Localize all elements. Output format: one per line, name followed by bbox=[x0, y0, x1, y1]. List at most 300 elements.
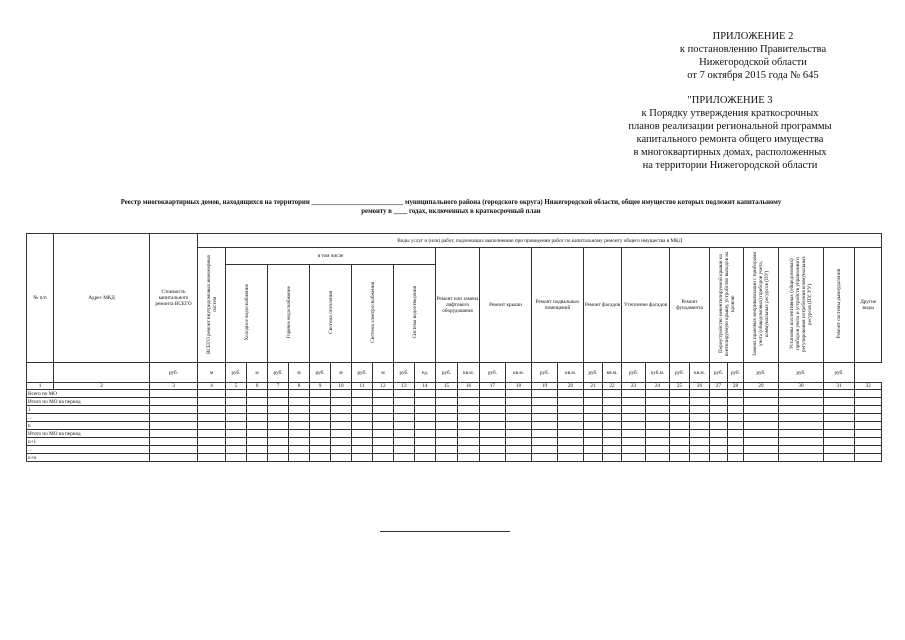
empty-cell bbox=[779, 454, 824, 462]
empty-cell bbox=[744, 406, 779, 414]
empty-cell bbox=[670, 446, 690, 454]
empty-cell bbox=[226, 438, 247, 446]
empty-cell bbox=[198, 398, 226, 406]
empty-cell bbox=[352, 446, 373, 454]
empty-cell bbox=[824, 430, 855, 438]
col-meters-header: Замена правовых неприватизации с приборами учета (общедомовых) приборов учета, коммунальных ресурсов (ПУ) bbox=[744, 248, 779, 363]
column-number-cell: 15 bbox=[436, 383, 458, 390]
empty-cell bbox=[646, 422, 670, 430]
empty-cell bbox=[150, 406, 198, 414]
empty-cell bbox=[394, 430, 415, 438]
empty-cell bbox=[268, 390, 289, 398]
empty-cell bbox=[394, 422, 415, 430]
empty-cell bbox=[824, 446, 855, 454]
empty-cell bbox=[373, 454, 394, 462]
empty-cell bbox=[532, 398, 558, 406]
empty-cell bbox=[779, 414, 824, 422]
col-other-header: Другие виды bbox=[855, 248, 882, 363]
col-hot-water-header: Горячее водоснабжение bbox=[268, 264, 310, 362]
empty-cell bbox=[436, 430, 458, 438]
empty-cell bbox=[268, 398, 289, 406]
empty-cell bbox=[532, 406, 558, 414]
empty-cell bbox=[373, 430, 394, 438]
empty-cell bbox=[744, 438, 779, 446]
row-label: ... bbox=[27, 414, 150, 422]
column-number-cell: 5 bbox=[226, 383, 247, 390]
signature-line bbox=[380, 531, 510, 532]
empty-cell bbox=[289, 438, 310, 446]
empty-cell bbox=[558, 422, 584, 430]
col-cold-water-header: Холодное водоснабжение bbox=[226, 264, 268, 362]
empty-cell bbox=[394, 390, 415, 398]
empty-cell bbox=[744, 414, 779, 422]
empty-cell bbox=[373, 446, 394, 454]
col-facade-header: Ремонт фасадов bbox=[584, 248, 622, 363]
appendix-2-line4: от 7 октября 2015 года № 645 bbox=[687, 70, 819, 81]
empty-cell bbox=[584, 398, 603, 406]
empty-cell bbox=[690, 446, 710, 454]
empty-cell bbox=[855, 430, 882, 438]
empty-cell bbox=[532, 430, 558, 438]
empty-cell bbox=[855, 446, 882, 454]
empty-cell bbox=[622, 398, 646, 406]
empty-cell bbox=[436, 414, 458, 422]
empty-cell bbox=[584, 422, 603, 430]
empty-cell bbox=[622, 414, 646, 422]
empty-cell bbox=[824, 454, 855, 462]
empty-cell bbox=[226, 430, 247, 438]
empty-cell bbox=[584, 430, 603, 438]
table-row bbox=[27, 422, 882, 430]
empty-cell bbox=[150, 454, 198, 462]
empty-cell bbox=[480, 398, 506, 406]
empty-cell bbox=[622, 430, 646, 438]
column-number-cell: 18 bbox=[506, 383, 532, 390]
unit-cell: кв.м. bbox=[506, 363, 532, 383]
empty-cell bbox=[373, 414, 394, 422]
column-number-cell: 29 bbox=[744, 383, 779, 390]
empty-cell bbox=[646, 438, 670, 446]
empty-cell bbox=[855, 398, 882, 406]
empty-cell bbox=[150, 446, 198, 454]
appendix-2-line2: к постановлению Правительства bbox=[679, 44, 827, 55]
empty-cell bbox=[394, 438, 415, 446]
column-number-cell: 10 bbox=[331, 383, 352, 390]
unit-cell: руб. bbox=[779, 363, 824, 383]
empty-cell bbox=[690, 398, 710, 406]
empty-cell bbox=[458, 430, 480, 438]
unit-cell: руб. bbox=[824, 363, 855, 383]
empty-cell bbox=[779, 398, 824, 406]
column-number-cell: 20 bbox=[558, 383, 584, 390]
empty-cell bbox=[603, 430, 622, 438]
empty-cell bbox=[373, 422, 394, 430]
empty-cell bbox=[289, 414, 310, 422]
empty-cell bbox=[268, 414, 289, 422]
empty-cell bbox=[352, 414, 373, 422]
empty-cell bbox=[268, 406, 289, 414]
column-number-cell: 19 bbox=[532, 383, 558, 390]
empty-cell bbox=[352, 430, 373, 438]
col-roof-redevelopment-header: Переустройство невентилируемой крыши на вентилируемую крышу, устройство выходов на кровлю bbox=[710, 248, 744, 363]
appendix-3-header bbox=[595, 94, 865, 172]
unit-cell: кв.м. bbox=[458, 363, 480, 383]
column-number-cell: 32 bbox=[855, 383, 882, 390]
appendix-3-line3: планов реализации региональной программы bbox=[628, 121, 832, 132]
empty-cell bbox=[247, 438, 268, 446]
empty-cell bbox=[603, 398, 622, 406]
empty-cell bbox=[506, 414, 532, 422]
col-heating-header: Система отопления bbox=[310, 264, 352, 362]
empty-cell bbox=[532, 454, 558, 462]
empty-cell bbox=[198, 422, 226, 430]
column-number-cell: 2 bbox=[54, 383, 150, 390]
empty-cell bbox=[198, 414, 226, 422]
empty-cell bbox=[289, 398, 310, 406]
unit-cell: руб. bbox=[584, 363, 603, 383]
row-label: n+n bbox=[27, 454, 150, 462]
empty-cell bbox=[289, 454, 310, 462]
empty-cell bbox=[373, 390, 394, 398]
empty-cell bbox=[331, 398, 352, 406]
empty-cell bbox=[436, 422, 458, 430]
unit-cell: м bbox=[198, 363, 226, 383]
empty-cell bbox=[670, 406, 690, 414]
empty-cell bbox=[310, 446, 331, 454]
empty-cell bbox=[532, 422, 558, 430]
empty-cell bbox=[289, 446, 310, 454]
row-label: Всего по МО bbox=[27, 390, 150, 398]
col-basement-header: Ремонт подвальных помещений bbox=[532, 248, 584, 363]
empty-cell bbox=[710, 406, 728, 414]
empty-cell bbox=[458, 438, 480, 446]
col-internal-total-header: ВСЕГО ремонт внутридомовых инженерных систем bbox=[198, 248, 226, 363]
empty-cell bbox=[480, 406, 506, 414]
register-title bbox=[26, 198, 876, 216]
empty-cell bbox=[415, 414, 436, 422]
empty-cell bbox=[506, 430, 532, 438]
empty-cell bbox=[584, 414, 603, 422]
empty-cell bbox=[415, 398, 436, 406]
empty-cell bbox=[744, 454, 779, 462]
empty-cell bbox=[744, 422, 779, 430]
empty-cell bbox=[352, 406, 373, 414]
empty-cell bbox=[226, 454, 247, 462]
empty-cell bbox=[331, 454, 352, 462]
empty-cell bbox=[150, 422, 198, 430]
column-number-cell: 26 bbox=[690, 383, 710, 390]
empty-cell bbox=[480, 454, 506, 462]
register-line2: ремонту в ____ годах, включенных в краткосрочный план bbox=[361, 208, 541, 215]
column-number-cell: 12 bbox=[373, 383, 394, 390]
empty-cell bbox=[150, 430, 198, 438]
empty-cell bbox=[779, 390, 824, 398]
empty-cell bbox=[646, 398, 670, 406]
empty-cell bbox=[744, 390, 779, 398]
empty-cell bbox=[415, 430, 436, 438]
column-number-cell: 24 bbox=[646, 383, 670, 390]
empty-cell bbox=[690, 406, 710, 414]
empty-cell bbox=[226, 414, 247, 422]
column-number-row bbox=[27, 383, 882, 390]
empty-cell bbox=[289, 422, 310, 430]
empty-cell bbox=[670, 390, 690, 398]
empty-cell bbox=[458, 414, 480, 422]
empty-cell bbox=[603, 390, 622, 398]
empty-cell bbox=[558, 390, 584, 398]
empty-cell bbox=[622, 446, 646, 454]
empty-cell bbox=[558, 438, 584, 446]
empty-cell bbox=[710, 446, 728, 454]
empty-cell bbox=[331, 422, 352, 430]
unit-cell: руб. bbox=[532, 363, 558, 383]
empty-cell bbox=[373, 406, 394, 414]
col-smoke-system-header: Ремонт системы дымоудаления bbox=[824, 248, 855, 363]
empty-cell bbox=[646, 414, 670, 422]
empty-cell bbox=[670, 454, 690, 462]
unit-cell: руб. bbox=[268, 363, 289, 383]
empty-cell bbox=[506, 422, 532, 430]
col-roof-header: Ремонт крыши bbox=[480, 248, 532, 363]
empty-cell bbox=[310, 390, 331, 398]
empty-cell bbox=[670, 438, 690, 446]
column-number-cell: 31 bbox=[824, 383, 855, 390]
empty-cell bbox=[744, 430, 779, 438]
appendix-2-header bbox=[653, 30, 853, 82]
empty-cell bbox=[310, 422, 331, 430]
unit-cell: руб. bbox=[622, 363, 646, 383]
empty-cell bbox=[352, 422, 373, 430]
empty-cell bbox=[710, 414, 728, 422]
col-including-header: в том числе bbox=[226, 248, 436, 265]
empty-cell bbox=[824, 390, 855, 398]
unit-cell: руб. bbox=[310, 363, 331, 383]
empty-cell bbox=[670, 414, 690, 422]
empty-cell bbox=[728, 398, 744, 406]
unit-cell: руб. bbox=[728, 363, 744, 383]
empty-cell bbox=[584, 446, 603, 454]
register-line1: Реестр многоквартирных домов, находящихся на территории ___________________________ муниципального района (городского округа) Нижегородской области, общее имущество которых подлежит капитальному bbox=[120, 199, 782, 206]
empty-cell bbox=[415, 406, 436, 414]
empty-cell bbox=[728, 446, 744, 454]
table-row bbox=[27, 414, 882, 422]
empty-cell bbox=[373, 398, 394, 406]
empty-cell bbox=[436, 390, 458, 398]
column-number-cell: 9 bbox=[310, 383, 331, 390]
empty-cell bbox=[226, 390, 247, 398]
empty-cell bbox=[436, 406, 458, 414]
empty-cell bbox=[331, 430, 352, 438]
empty-cell bbox=[480, 390, 506, 398]
empty-cell bbox=[744, 398, 779, 406]
empty-cell bbox=[532, 446, 558, 454]
unit-cell: м bbox=[373, 363, 394, 383]
empty-cell bbox=[728, 438, 744, 446]
empty-cell bbox=[150, 390, 198, 398]
empty-cell bbox=[247, 414, 268, 422]
empty-cell bbox=[415, 446, 436, 454]
empty-cell bbox=[584, 390, 603, 398]
unit-cell: кв.м. bbox=[603, 363, 622, 383]
empty-cell bbox=[289, 406, 310, 414]
col-num-header: № п/п bbox=[27, 234, 54, 363]
empty-cell bbox=[150, 414, 198, 422]
column-number-cell: 27 bbox=[710, 383, 728, 390]
empty-cell bbox=[690, 438, 710, 446]
empty-cell bbox=[373, 438, 394, 446]
table-row bbox=[27, 430, 882, 438]
table-row bbox=[27, 438, 882, 446]
empty-cell bbox=[603, 438, 622, 446]
unit-cell: ед. bbox=[415, 363, 436, 383]
empty-cell bbox=[506, 390, 532, 398]
row-label: Итого по МО на период bbox=[27, 430, 150, 438]
empty-cell bbox=[394, 406, 415, 414]
empty-cell bbox=[268, 438, 289, 446]
empty-cell bbox=[247, 398, 268, 406]
empty-cell bbox=[198, 406, 226, 414]
empty-cell bbox=[622, 406, 646, 414]
empty-cell bbox=[506, 398, 532, 406]
unit-cell: руб. bbox=[744, 363, 779, 383]
empty-cell bbox=[558, 398, 584, 406]
column-number-cell: 1 bbox=[27, 383, 54, 390]
empty-cell bbox=[352, 438, 373, 446]
empty-cell bbox=[670, 398, 690, 406]
empty-cell bbox=[710, 430, 728, 438]
empty-cell bbox=[779, 422, 824, 430]
row-label: Итого по МО на период bbox=[27, 398, 150, 406]
empty-cell bbox=[603, 422, 622, 430]
empty-cell bbox=[506, 454, 532, 462]
empty-cell bbox=[247, 454, 268, 462]
empty-cell bbox=[690, 390, 710, 398]
empty-cell bbox=[480, 430, 506, 438]
empty-cell bbox=[436, 446, 458, 454]
empty-cell bbox=[198, 454, 226, 462]
empty-cell bbox=[331, 414, 352, 422]
appendix-2-line3: Нижегородской области bbox=[699, 57, 807, 68]
column-number-cell: 11 bbox=[352, 383, 373, 390]
unit-cell: м bbox=[247, 363, 268, 383]
appendix-3-line4: капитального ремонта общего имущества bbox=[636, 134, 824, 145]
empty-cell bbox=[744, 446, 779, 454]
empty-cell bbox=[670, 422, 690, 430]
empty-cell bbox=[415, 454, 436, 462]
empty-cell bbox=[506, 406, 532, 414]
empty-cell bbox=[198, 430, 226, 438]
empty-cell bbox=[558, 454, 584, 462]
row-label: ... bbox=[27, 446, 150, 454]
unit-cell: руб. bbox=[150, 363, 198, 383]
empty-cell bbox=[331, 438, 352, 446]
empty-cell bbox=[458, 406, 480, 414]
unit-cell: руб. bbox=[710, 363, 728, 383]
empty-cell bbox=[310, 414, 331, 422]
empty-cell bbox=[690, 422, 710, 430]
unit-cell: руб. bbox=[480, 363, 506, 383]
units-row bbox=[27, 363, 882, 383]
unit-cell: куб.м. bbox=[646, 363, 670, 383]
empty-cell bbox=[394, 414, 415, 422]
empty-cell bbox=[690, 454, 710, 462]
col-address-header: Адрес МКД bbox=[54, 234, 150, 363]
empty-cell bbox=[728, 454, 744, 462]
empty-cell bbox=[247, 430, 268, 438]
empty-cell bbox=[646, 430, 670, 438]
empty-cell bbox=[779, 406, 824, 414]
empty-cell bbox=[480, 446, 506, 454]
empty-cell bbox=[646, 390, 670, 398]
column-number-cell: 30 bbox=[779, 383, 824, 390]
empty-cell bbox=[603, 414, 622, 422]
empty-cell bbox=[458, 422, 480, 430]
empty-cell bbox=[247, 422, 268, 430]
empty-cell bbox=[670, 430, 690, 438]
col-work-types-header: Виды услуг и (или) работ, подлежащих выполнению при проведении работ по капитальному ремонту общего имущества в МКД bbox=[198, 234, 882, 248]
empty-cell bbox=[415, 422, 436, 430]
col-metering-units-header: Установка коллективных (общедомовых) приборов учета и устройств управления и регулирования потребления коммунальных ресурсов (ПУ, УУ) bbox=[779, 248, 824, 363]
column-number-cell: 22 bbox=[603, 383, 622, 390]
empty-cell bbox=[247, 390, 268, 398]
empty-cell bbox=[728, 406, 744, 414]
empty-cell bbox=[646, 406, 670, 414]
empty-cell bbox=[268, 446, 289, 454]
empty-cell bbox=[532, 390, 558, 398]
empty-cell bbox=[728, 422, 744, 430]
empty-cell bbox=[352, 390, 373, 398]
empty-cell bbox=[226, 398, 247, 406]
column-number-cell: 6 bbox=[247, 383, 268, 390]
empty-cell bbox=[480, 422, 506, 430]
empty-cell bbox=[603, 446, 622, 454]
empty-cell bbox=[728, 430, 744, 438]
column-number-cell: 23 bbox=[622, 383, 646, 390]
empty-cell bbox=[855, 406, 882, 414]
empty-cell bbox=[458, 398, 480, 406]
empty-cell bbox=[690, 414, 710, 422]
column-number-cell: 8 bbox=[289, 383, 310, 390]
unit-cell: руб. bbox=[436, 363, 458, 383]
unit-cell: руб. bbox=[352, 363, 373, 383]
empty-cell bbox=[824, 398, 855, 406]
empty-cell bbox=[268, 422, 289, 430]
empty-cell bbox=[352, 454, 373, 462]
col-power-header: Система электроснабжения bbox=[352, 264, 394, 362]
empty-cell bbox=[310, 438, 331, 446]
empty-cell bbox=[584, 438, 603, 446]
row-label: n+1 bbox=[27, 438, 150, 446]
column-number-cell: 13 bbox=[394, 383, 415, 390]
empty-cell bbox=[779, 430, 824, 438]
empty-cell bbox=[480, 414, 506, 422]
unit-cell: кв.м. bbox=[690, 363, 710, 383]
empty-cell bbox=[458, 446, 480, 454]
empty-cell bbox=[558, 406, 584, 414]
table-row bbox=[27, 390, 882, 398]
empty-cell bbox=[622, 454, 646, 462]
register-table bbox=[26, 233, 882, 462]
empty-cell bbox=[480, 438, 506, 446]
col-foundation-header: Ремонт фундамента bbox=[670, 248, 710, 363]
empty-cell bbox=[532, 414, 558, 422]
empty-cell bbox=[247, 406, 268, 414]
empty-cell bbox=[310, 454, 331, 462]
empty-cell bbox=[710, 398, 728, 406]
table-row bbox=[27, 406, 882, 414]
empty-cell bbox=[331, 390, 352, 398]
empty-cell bbox=[506, 446, 532, 454]
